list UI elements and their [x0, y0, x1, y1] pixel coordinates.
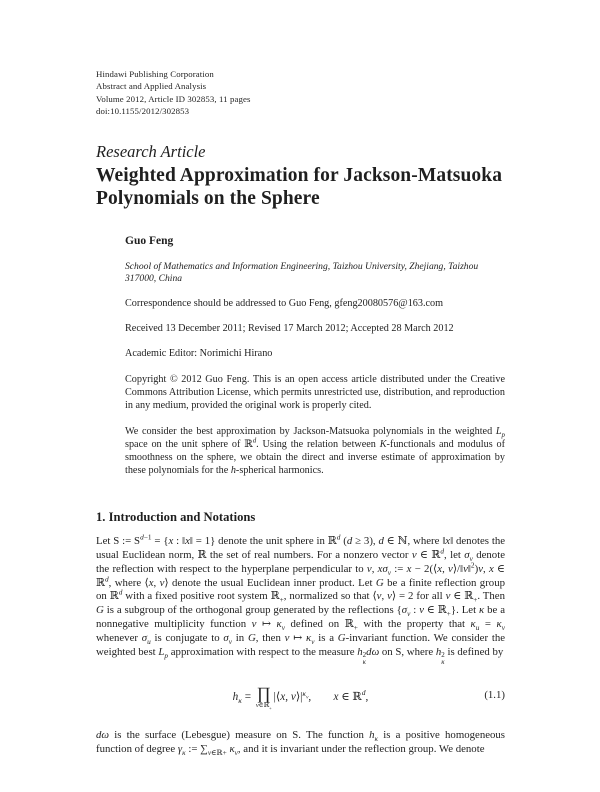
- correspondence-line: Correspondence should be addressed to Guo Feng, gfeng20080576@163.com: [125, 298, 444, 310]
- publisher-line: Hindawi Publishing Corporation: [96, 69, 214, 79]
- history-line: Received 13 December 2011; Revised 17 March 2012; Accepted 28 March 2012: [125, 323, 454, 335]
- volume-line: Volume 2012, Article ID 302853, 11 pages: [96, 93, 251, 104]
- intro-paragraph-1: Let S := $S^{d-1} = \{x$ : ‖x‖ = 1} denote the unit sphere in ℝ$^d$ (d ≥ 3), d ∈ ℕ, where ‖x‖ denotes the usual Euclidean norm, ℝ the set of real numbers. For a nonzero vector v ∈ ℝ$^d$, let $\sigma_v$ denote the reflection with respect to the hyperplane perpendicular to v, $x\sigma_v$ := x − 2(⟨x, v⟩/‖v‖$^2$)v, x ∈ ℝ$^d$, where ⟨x, v⟩ denote the usual Euclidean inner product. Let G be a finite reflection group on ℝ$^d$ with a fixed positive root system ℝ$_+$, normalized so that ⟨v, v⟩ = 2 for all v ∈ ℝ$_+$. Then G is a subgroup of the orthogonal group generated by the reflections {$\sigma_v$ : v ∈ ℝ$_+$}. Let κ be a nonnegative multiplicity function v ↦ $\kappa_v$ defined on ℝ$_+$ with the property that $\kappa_u = \kappa_v$ whenever $\sigma_u$ is conjugate to $\sigma_v$ in G, then v ↦ $\kappa_v$ is a G-invariant function. We consider the weighted best $L_p$ approximation with respect to the measure h 2 κ dω on S, where h 2 κ is defined by: [96, 532, 506, 667]
- editor-line: Academic Editor: Norimichi Hirano: [125, 348, 273, 360]
- author-affiliation: School of Mathematics and Information Engineering, Taizhou University, Zhejiang, Taizhou 317000, China: [125, 261, 479, 285]
- article-title-line2: Polynomials on the Sphere: [96, 188, 320, 210]
- doi-line: doi:10.1155/2012/302853: [96, 105, 190, 116]
- author-name: Guo Feng: [125, 235, 174, 248]
- article-title: [96, 164, 505, 210]
- section-heading: 1. Introduction and Notations: [96, 510, 256, 525]
- article-title-line1: Weighted Approximation for Jackson-Matsuoka: [96, 165, 503, 187]
- abstract-text: We consider the best approximation by Jackson-Matsuoka polynomials in the weighted $L_p$ space on the unit sphere of ℝ$^d$. Using the relation between K-functionals and modulus of smoothness on the sphere, we obtain the direct and inverse estimate of approximation by these polynomials for the h-spherical harmonics.: [125, 426, 505, 477]
- equation-number: (1.1): [484, 688, 505, 701]
- journal-header: [96, 68, 505, 117]
- equation-content: $h_\kappa$ = ∏ v∈ℝ$_+$ |⟨x, $v⟩|^{\kappa_v}$, x ∈ ℝ$^d$,: [232, 684, 369, 711]
- copyright-notice: Copyright © 2012 Guo Feng. This is an open access article distributed under the Creative Commons Attribution License, which permits unrestricted use, distribution, and reproduction in any medium, provided the original work is properly cited.: [125, 374, 505, 412]
- display-equation: [96, 681, 505, 715]
- journal-name: Abstract and Applied Analysis: [96, 81, 207, 92]
- intro-paragraph-2: dω is the surface (Lebesgue) measure on S. The function $h_\kappa$ is a positive homogeneous function of degree $\gamma_\kappa$ := $\sum_{v\in ℝ+}$ $\kappa_v$, and it is invariant under the reflection group. We denote: [96, 728, 506, 757]
- article-type-label: Research Article: [96, 142, 206, 162]
